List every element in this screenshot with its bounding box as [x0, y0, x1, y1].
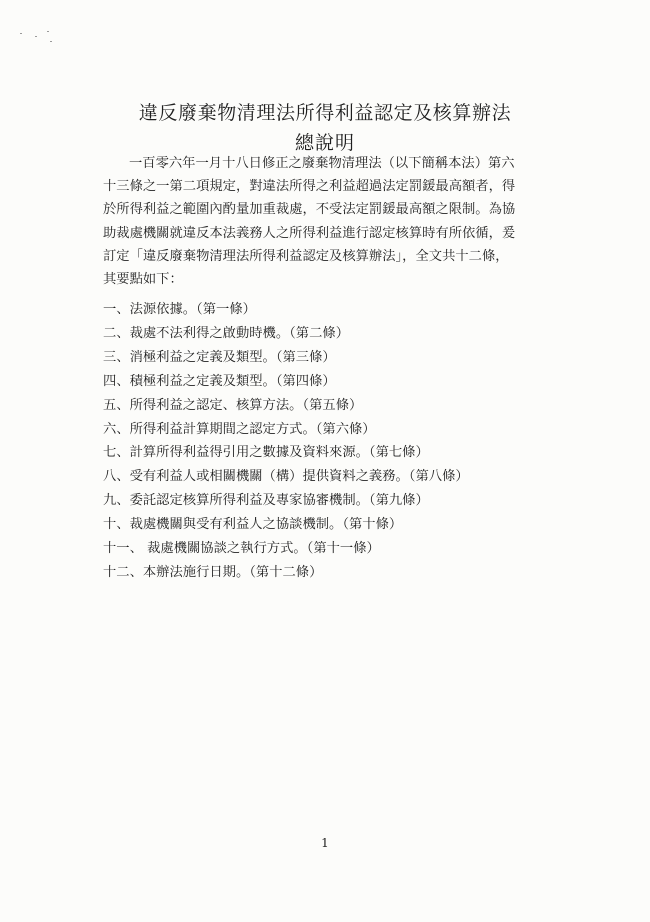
key-point-item: 九、委託認定核算所得利益及專家協審機制。（第九條）	[103, 493, 429, 509]
intro-line: 於所得利益之範圍內酌量加重裁處，不受法定罰鍰最高額之限制。為協	[103, 202, 516, 218]
intro-paragraph	[103, 152, 553, 291]
intro-line: 訂定「違反廢棄物清理法所得利益認定及核算辦法」，全文共十二條，	[103, 248, 509, 264]
scan-speck	[50, 41, 52, 42]
intro-line: 助裁處機關就違反本法義務人之所得利益進行認定核算時有所依循，爰	[103, 225, 516, 241]
key-point-item: 六、所得利益計算期間之認定方式。（第六條）	[103, 421, 376, 437]
intro-line: 其要點如下：	[103, 272, 183, 288]
document-subtitle: 總說明	[294, 132, 355, 154]
key-point-item: 十、裁處機關與受有利益人之協談機制。（第十條）	[103, 517, 403, 533]
scan-speck	[47, 31, 49, 32]
document-title: 違反廢棄物清理法所得利益認定及核算辦法	[138, 102, 512, 124]
key-point-item: 八、受有利益人或相關機關（構）提供資料之義務。（第八條）	[103, 469, 469, 485]
key-point-item: 七、計算所得利益得引用之數據及資料來源。（第七條）	[103, 445, 429, 461]
key-points-list	[103, 298, 553, 585]
scan-speck	[20, 33, 22, 34]
key-point-item: 三、消極利益之定義及類型。（第三條）	[103, 349, 336, 365]
intro-line: 十三條之一第二項規定，對違法所得之利益超過法定罰鍰最高額者，得	[103, 179, 516, 195]
key-point-item: 一、法源依據。（第一條）	[103, 302, 256, 317]
key-point-item: 五、所得利益之認定、核算方法。（第五條）	[103, 397, 363, 413]
key-point-item: 十一、 裁處機關協談之執行方式。（第十一條）	[103, 541, 380, 557]
key-point-item: 十二、本辦法施行日期。（第十二條）	[103, 564, 323, 580]
key-point-item: 二、裁處不法利得之啟動時機。（第二條）	[103, 325, 349, 341]
key-point-item: 四、積極利益之定義及類型。（第四條）	[103, 373, 336, 389]
page-number: 1	[321, 836, 329, 850]
intro-line: 一百零六年一月十八日修正之廢棄物清理法（以下簡稱本法）第六	[129, 156, 515, 171]
scan-speck	[35, 36, 37, 37]
